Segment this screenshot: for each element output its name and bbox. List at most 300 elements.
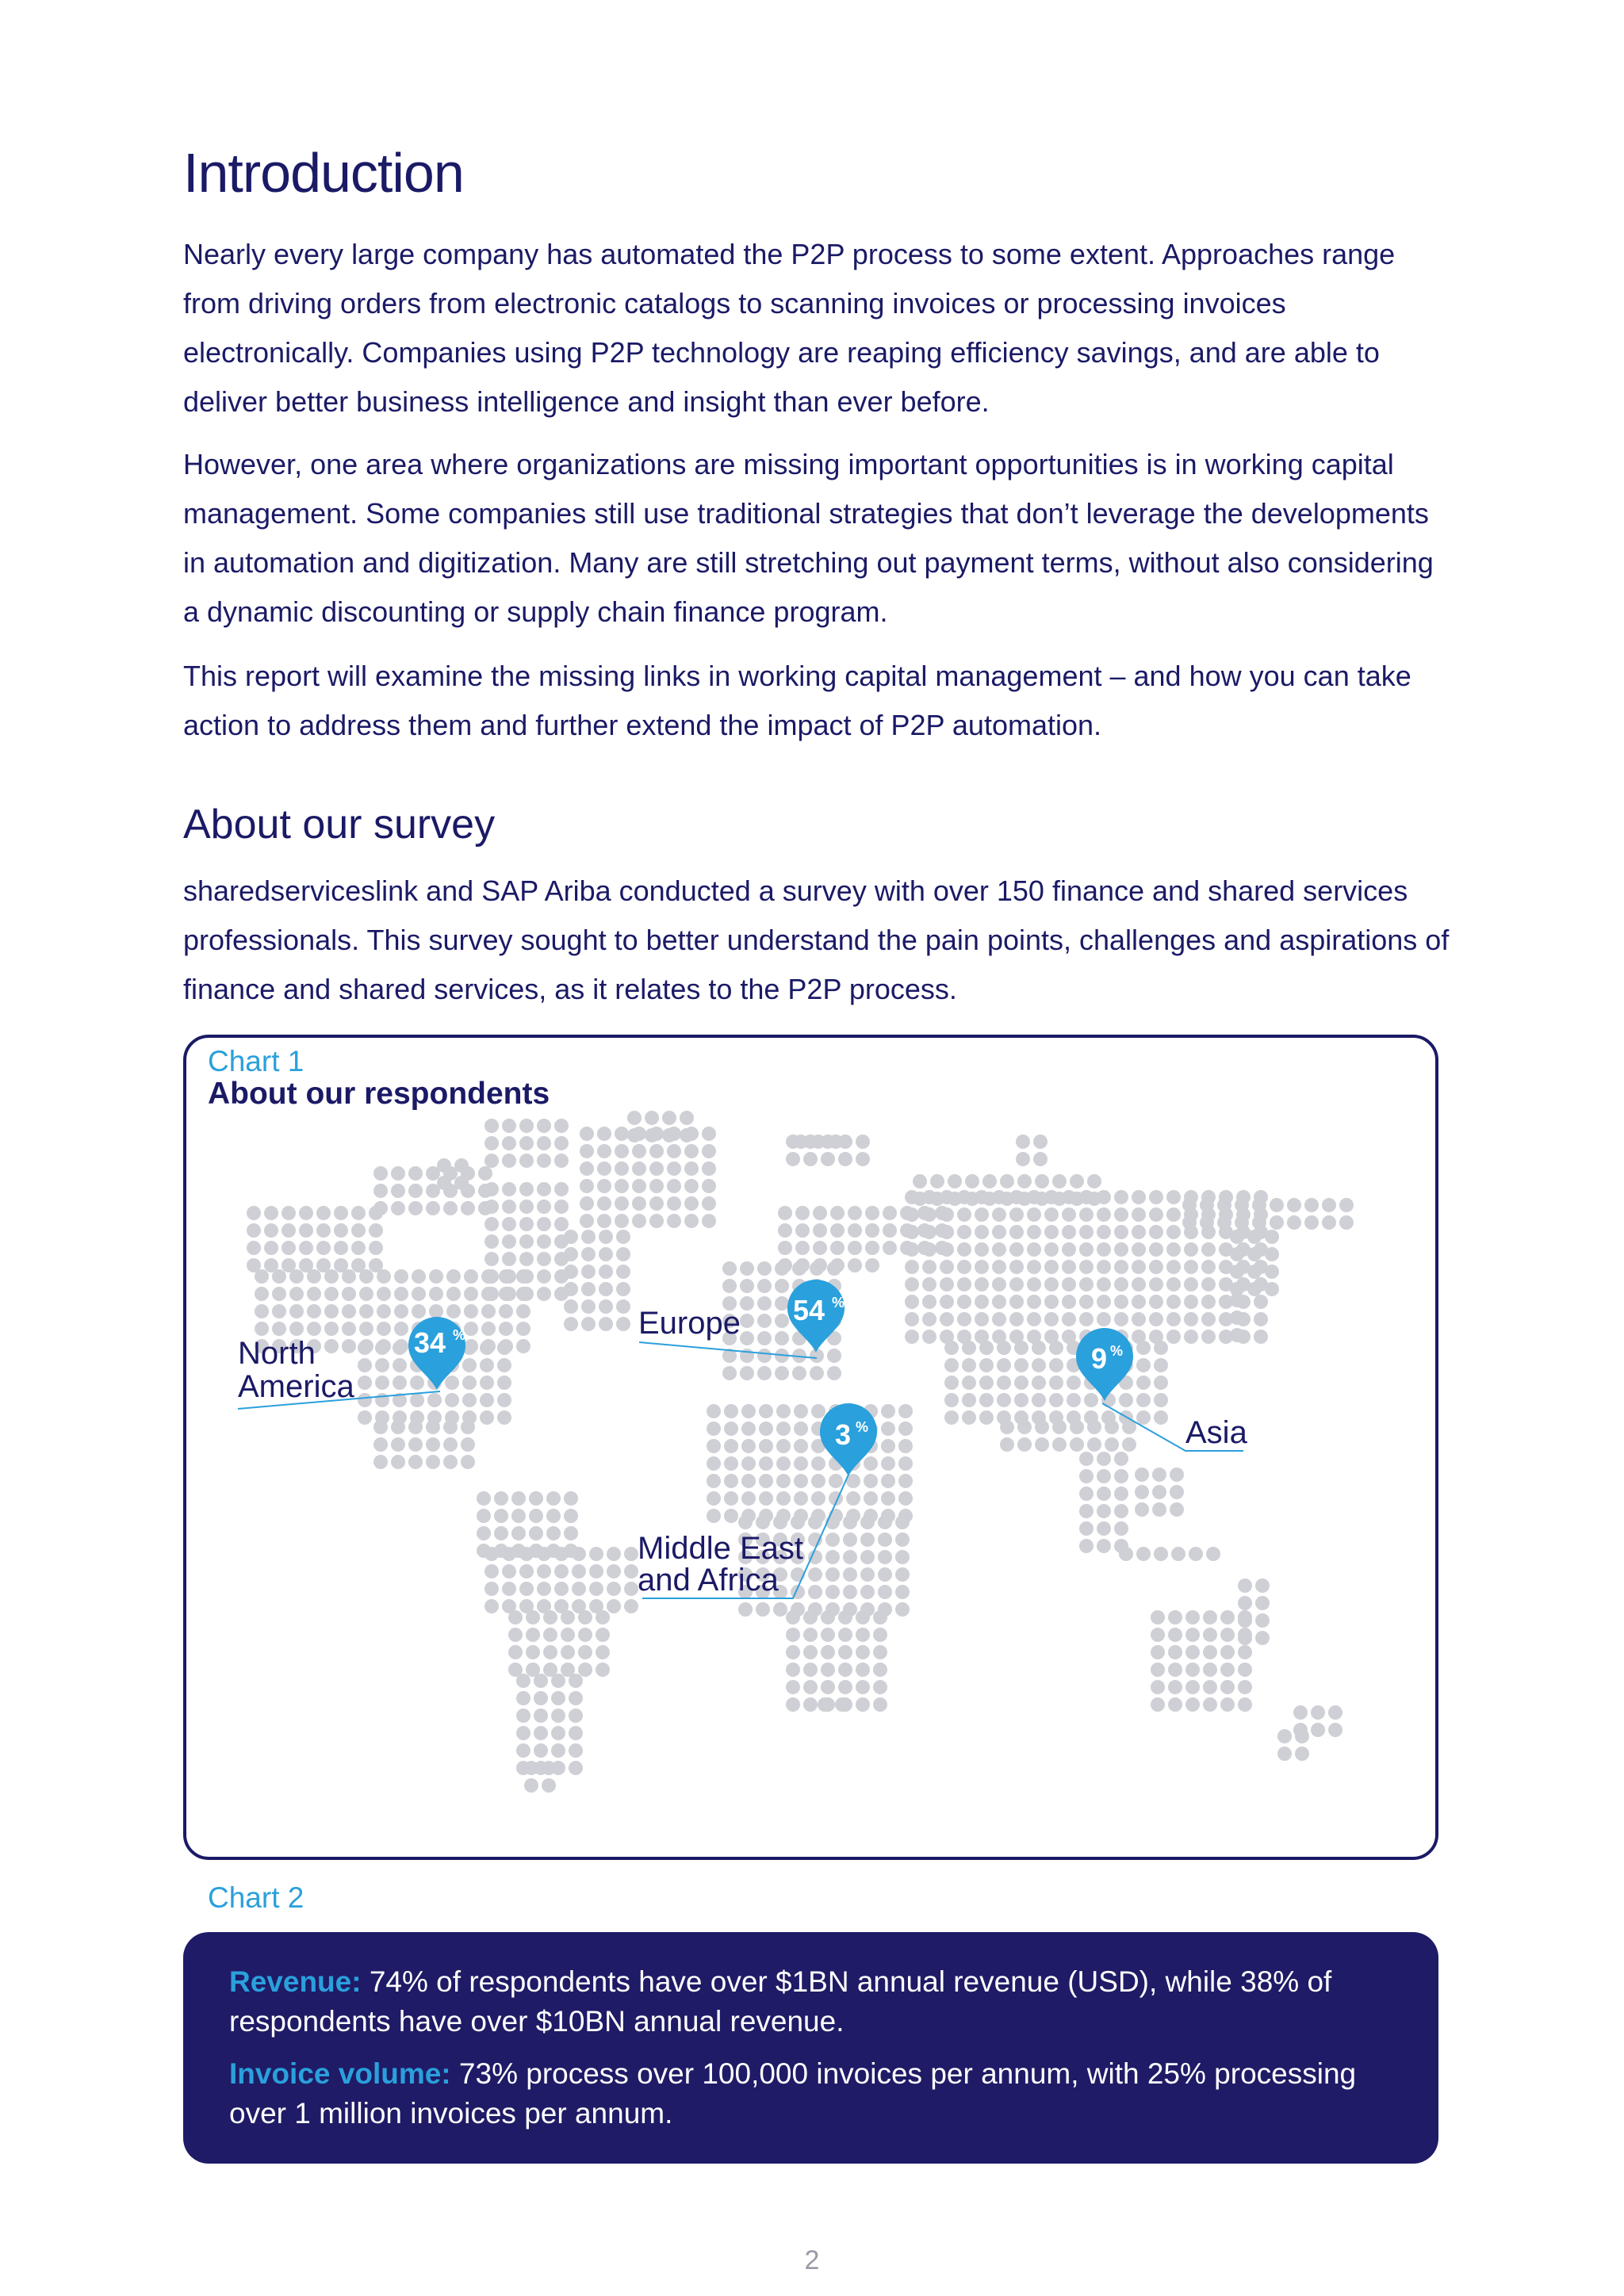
map-dot (519, 1200, 534, 1214)
map-dot (554, 1582, 569, 1596)
map-dot (481, 1322, 496, 1336)
map-dot (543, 1610, 557, 1624)
map-dot (741, 1404, 756, 1418)
map-dot (497, 1358, 511, 1372)
map-dot (1201, 1242, 1216, 1257)
map-dot (1184, 1312, 1198, 1326)
map-dot (649, 1196, 664, 1211)
map-dot (1149, 1190, 1163, 1204)
map-dot (1230, 1311, 1244, 1325)
map-dot (1166, 1242, 1181, 1257)
map-dot (1079, 1452, 1094, 1466)
map-dot (724, 1474, 738, 1488)
map-dot (860, 1567, 875, 1582)
map-dot (1201, 1295, 1216, 1309)
map-dot (1105, 1420, 1119, 1434)
map-dot (464, 1304, 478, 1318)
map-dot (1114, 1260, 1128, 1274)
map-dot (997, 1376, 1011, 1390)
map-dot (580, 1127, 594, 1141)
map-dot (551, 1743, 565, 1758)
mea-label-line2: and Africa (638, 1563, 779, 1598)
map-dot (391, 1201, 405, 1215)
map-dot (393, 1358, 407, 1372)
map-dot (878, 1585, 892, 1599)
map-dot (461, 1455, 475, 1469)
map-dot (299, 1223, 313, 1238)
map-dot (516, 1691, 530, 1705)
map-dot (794, 1135, 808, 1149)
map-dot (569, 1743, 583, 1758)
map-dot (632, 1161, 646, 1176)
map-dot (1033, 1152, 1048, 1166)
map-dot (1238, 1697, 1252, 1712)
map-dot (546, 1526, 561, 1540)
map-dot (1166, 1295, 1181, 1309)
map-dot (724, 1404, 738, 1418)
map-dot (1238, 1613, 1252, 1628)
map-dot (519, 1547, 534, 1561)
map-dot (1166, 1190, 1181, 1204)
map-dot (649, 1161, 664, 1176)
map-dot (307, 1304, 321, 1318)
map-dot (1097, 1504, 1111, 1518)
map-dot (426, 1437, 440, 1452)
chart2-summary-box (183, 1932, 1438, 2164)
map-dot (898, 1491, 913, 1506)
map-dot (803, 1610, 818, 1624)
map-dot (461, 1420, 475, 1434)
map-dot (1067, 1376, 1081, 1390)
map-dot (680, 1111, 694, 1125)
map-dot (1154, 1547, 1168, 1561)
map-dot (684, 1179, 699, 1193)
map-dot (825, 1533, 840, 1547)
map-dot (803, 1645, 818, 1659)
map-dot (1255, 1578, 1270, 1593)
map-dot (856, 1152, 870, 1166)
map-dot (564, 1230, 578, 1244)
map-dot (1070, 1174, 1084, 1188)
map-dot (1189, 1547, 1203, 1561)
map-dot (247, 1223, 261, 1238)
map-dot (580, 1161, 594, 1176)
map-dot (883, 1206, 897, 1220)
map-dot (1044, 1260, 1059, 1274)
map-dot (881, 1491, 895, 1506)
map-dot (992, 1312, 1006, 1326)
map-dot (596, 1645, 610, 1659)
map-dot (578, 1628, 592, 1642)
map-dot (502, 1269, 516, 1284)
map-dot (662, 1111, 676, 1125)
map-dot (940, 1242, 954, 1257)
map-dot (410, 1393, 424, 1407)
map-dot (1009, 1312, 1024, 1326)
map-dot (895, 1585, 910, 1599)
map-dot (1295, 1729, 1309, 1743)
map-dot (307, 1269, 321, 1284)
map-dot (526, 1628, 540, 1642)
map-dot (443, 1455, 458, 1469)
map-dot (1062, 1260, 1076, 1274)
map-dot (569, 1761, 583, 1775)
map-dot (351, 1223, 366, 1238)
map-dot (1132, 1190, 1146, 1204)
map-dot (1114, 1521, 1128, 1536)
map-dot (334, 1241, 348, 1255)
map-dot (412, 1269, 426, 1284)
map-dot (813, 1206, 827, 1220)
map-dot (519, 1252, 534, 1266)
map-dot (722, 1279, 737, 1293)
map-dot (1235, 1215, 1249, 1230)
map-dot (1277, 1729, 1292, 1743)
map-dot (1149, 1312, 1163, 1326)
map-dot (502, 1154, 516, 1168)
map-dot (864, 1474, 878, 1488)
map-dot (962, 1393, 976, 1407)
revenue-label: Revenue: (229, 1965, 362, 1998)
map-dot (1200, 1215, 1214, 1230)
map-dot (922, 1295, 936, 1309)
map-dot (1009, 1277, 1024, 1292)
map-dot (429, 1287, 443, 1301)
map-dot (597, 1144, 611, 1158)
map-dot (543, 1628, 557, 1642)
map-dot (684, 1144, 699, 1158)
map-dot (856, 1135, 870, 1149)
map-dot (944, 1393, 959, 1407)
map-dot (1184, 1260, 1198, 1274)
map-dot (792, 1366, 806, 1380)
map-dot (722, 1261, 737, 1276)
map-dot (537, 1269, 551, 1284)
map-dot (569, 1691, 583, 1705)
map-dot (975, 1277, 989, 1292)
map-dot (757, 1349, 772, 1363)
map-dot (616, 1247, 630, 1261)
map-dot (1220, 1628, 1235, 1642)
map-dot (427, 1393, 442, 1407)
map-dot (759, 1422, 773, 1436)
map-dot (255, 1287, 269, 1301)
map-dot (299, 1241, 313, 1255)
map-dot (1070, 1437, 1084, 1452)
map-dot (778, 1206, 792, 1220)
map-dot (808, 1585, 822, 1599)
map-dot (776, 1491, 791, 1506)
map-dot (519, 1119, 534, 1133)
map-dot (1201, 1330, 1216, 1344)
map-dot (1000, 1174, 1014, 1188)
map-dot (578, 1645, 592, 1659)
map-dot (1168, 1645, 1182, 1659)
map-dot (975, 1242, 989, 1257)
map-dot (738, 1515, 753, 1529)
map-dot (1254, 1312, 1268, 1326)
map-dot (1044, 1295, 1059, 1309)
map-dot (497, 1410, 511, 1425)
map-dot (775, 1314, 789, 1328)
map-dot (519, 1217, 534, 1231)
map-dot (1000, 1420, 1014, 1434)
map-dot (516, 1322, 530, 1336)
map-dot (944, 1341, 959, 1355)
map-dot (391, 1437, 405, 1452)
map-dot (922, 1260, 936, 1274)
map-dot (616, 1265, 630, 1279)
map-dot (502, 1564, 516, 1578)
map-dot (1114, 1312, 1128, 1326)
map-dot (564, 1526, 578, 1540)
map-dot (1014, 1341, 1028, 1355)
map-dot (1132, 1277, 1146, 1292)
map-dot (516, 1674, 530, 1688)
map-dot (537, 1547, 551, 1561)
map-dot (1079, 1312, 1094, 1326)
map-dot (272, 1304, 286, 1318)
intro-paragraph-2: However, one area where organizations are missing important opportunities is in working capital management. Some companies still use traditional strategies that don’t leverage the developments in automation and digitization. Many are still stretching out payment terms, without also considering a dynamic discounting or supply chain finance program. (183, 448, 1434, 628)
map-dot (264, 1223, 278, 1238)
map-dot (741, 1456, 756, 1471)
map-dot (759, 1404, 773, 1418)
map-dot (580, 1144, 594, 1158)
map-dot (957, 1207, 971, 1222)
map-dot (616, 1230, 630, 1244)
map-dot (775, 1366, 789, 1380)
map-dot (599, 1265, 613, 1279)
map-dot (702, 1127, 716, 1141)
map-dot (462, 1376, 477, 1390)
map-dot (843, 1567, 857, 1582)
map-dot (551, 1691, 565, 1705)
map-dot (1154, 1358, 1168, 1372)
map-dot (922, 1330, 936, 1344)
map-dot (1185, 1697, 1200, 1712)
map-dot (1254, 1330, 1268, 1344)
map-dot (1238, 1631, 1252, 1645)
map-dot (795, 1206, 810, 1220)
map-dot (551, 1726, 565, 1740)
map-dot (597, 1214, 611, 1228)
map-dot (1132, 1207, 1146, 1222)
map-dot (461, 1437, 475, 1452)
map-dot (895, 1602, 910, 1617)
map-dot (502, 1182, 516, 1196)
map-dot (307, 1287, 321, 1301)
map-dot (1220, 1645, 1235, 1659)
map-dot (480, 1358, 494, 1372)
map-dot (944, 1358, 959, 1372)
map-dot (316, 1223, 331, 1238)
map-dot (702, 1196, 716, 1211)
map-dot (546, 1491, 561, 1506)
map-dot (289, 1269, 304, 1284)
map-dot (426, 1201, 440, 1215)
map-dot (740, 1314, 754, 1328)
map-dot (596, 1610, 610, 1624)
map-dot (962, 1341, 976, 1355)
map-dot (342, 1339, 356, 1353)
map-dot (707, 1456, 721, 1471)
map-dot (358, 1393, 372, 1407)
map-dot (856, 1663, 870, 1677)
map-dot (485, 1252, 499, 1266)
map-dot (1295, 1747, 1309, 1761)
map-dot (391, 1166, 405, 1181)
map-dot (464, 1269, 478, 1284)
map-dot (597, 1179, 611, 1193)
map-dot (1235, 1198, 1249, 1212)
map-dot (881, 1456, 895, 1471)
map-dot (1201, 1312, 1216, 1326)
map-dot (848, 1258, 862, 1272)
map-dot (342, 1304, 356, 1318)
map-dot (561, 1645, 575, 1659)
map-dot (1322, 1215, 1336, 1230)
map-dot (1135, 1468, 1149, 1482)
map-dot (997, 1358, 1011, 1372)
map-dot (864, 1491, 878, 1506)
map-dot (786, 1645, 800, 1659)
map-dot (776, 1439, 791, 1453)
map-dot (811, 1456, 825, 1471)
map-dot (794, 1404, 808, 1418)
map-dot (860, 1515, 875, 1529)
map-dot (445, 1376, 459, 1390)
map-dot (1014, 1358, 1028, 1372)
map-dot (524, 1778, 538, 1793)
map-dot (502, 1234, 516, 1249)
map-dot (1032, 1341, 1046, 1355)
map-dot (255, 1322, 269, 1336)
map-dot (835, 1697, 849, 1712)
map-dot (1114, 1225, 1128, 1239)
map-dot (865, 1241, 879, 1255)
map-dot (1016, 1152, 1030, 1166)
map-dot (905, 1277, 919, 1292)
map-dot (775, 1261, 789, 1276)
map-dot (485, 1234, 499, 1249)
map-dot (759, 1474, 773, 1488)
map-dot (1170, 1485, 1184, 1499)
map-dot (1132, 1295, 1146, 1309)
map-dot (589, 1582, 603, 1596)
map-dot (516, 1339, 530, 1353)
map-dot (1087, 1437, 1101, 1452)
map-dot (724, 1491, 738, 1506)
map-dot (581, 1265, 596, 1279)
map-dot (1255, 1613, 1270, 1628)
map-dot (940, 1225, 954, 1239)
map-dot (477, 1491, 491, 1506)
map-dot (1114, 1469, 1128, 1483)
map-dot (1149, 1225, 1163, 1239)
map-dot (255, 1304, 269, 1318)
map-dot (282, 1206, 296, 1220)
map-dot (821, 1152, 835, 1166)
map-dot (282, 1241, 296, 1255)
map-dot (377, 1304, 391, 1318)
map-dot (1062, 1225, 1076, 1239)
map-dot (702, 1214, 716, 1228)
map-dot (645, 1128, 659, 1142)
map-dot (1203, 1645, 1217, 1659)
map-dot (1149, 1207, 1163, 1222)
map-dot (1135, 1502, 1149, 1517)
map-dot (1265, 1265, 1279, 1279)
map-dot (684, 1196, 699, 1211)
map-dot (827, 1349, 841, 1363)
map-dot (1132, 1242, 1146, 1257)
map-dot (740, 1331, 754, 1345)
map-dot (922, 1225, 936, 1239)
map-dot (1032, 1393, 1046, 1407)
map-dot (485, 1269, 499, 1284)
map-dot (1122, 1437, 1136, 1452)
map-dot (883, 1223, 897, 1238)
map-dot (975, 1295, 989, 1309)
map-dot (992, 1207, 1006, 1222)
map-dot (1136, 1393, 1151, 1407)
map-dot (564, 1247, 578, 1261)
map-dot (811, 1135, 825, 1149)
map-dot (1185, 1680, 1200, 1694)
map-dot (1087, 1420, 1101, 1434)
map-dot (502, 1200, 516, 1214)
map-dot (272, 1322, 286, 1336)
map-dot (843, 1550, 857, 1564)
map-dot (975, 1260, 989, 1274)
map-dot (599, 1317, 613, 1331)
map-dot (1017, 1192, 1032, 1206)
map-dot (1203, 1663, 1217, 1677)
map-dot (944, 1376, 959, 1390)
map-dot (1097, 1207, 1111, 1222)
map-dot (429, 1304, 443, 1318)
map-dot (1009, 1295, 1024, 1309)
map-dot (485, 1547, 499, 1561)
map-dot (1322, 1198, 1336, 1212)
map-dot (324, 1322, 339, 1336)
map-dot (616, 1282, 630, 1296)
map-dot (478, 1166, 492, 1181)
map-dot (757, 1279, 772, 1293)
map-dot (324, 1269, 339, 1284)
map-dot (1114, 1487, 1128, 1501)
map-dot (803, 1697, 818, 1712)
map-dot (578, 1663, 592, 1677)
map-dot (1079, 1469, 1094, 1483)
map-dot (485, 1217, 499, 1231)
map-dot (992, 1277, 1006, 1292)
map-dot (551, 1674, 565, 1688)
map-dot (615, 1196, 629, 1211)
map-dot (895, 1550, 910, 1564)
map-dot (369, 1223, 383, 1238)
map-dot (394, 1304, 408, 1318)
map-dot (462, 1358, 477, 1372)
map-dot (759, 1439, 773, 1453)
map-dot (342, 1269, 356, 1284)
map-dot (554, 1136, 569, 1150)
map-dot (1079, 1225, 1094, 1239)
map-dot (684, 1161, 699, 1176)
map-dot (856, 1680, 870, 1694)
map-dot (975, 1225, 989, 1239)
map-dot (1132, 1312, 1146, 1326)
